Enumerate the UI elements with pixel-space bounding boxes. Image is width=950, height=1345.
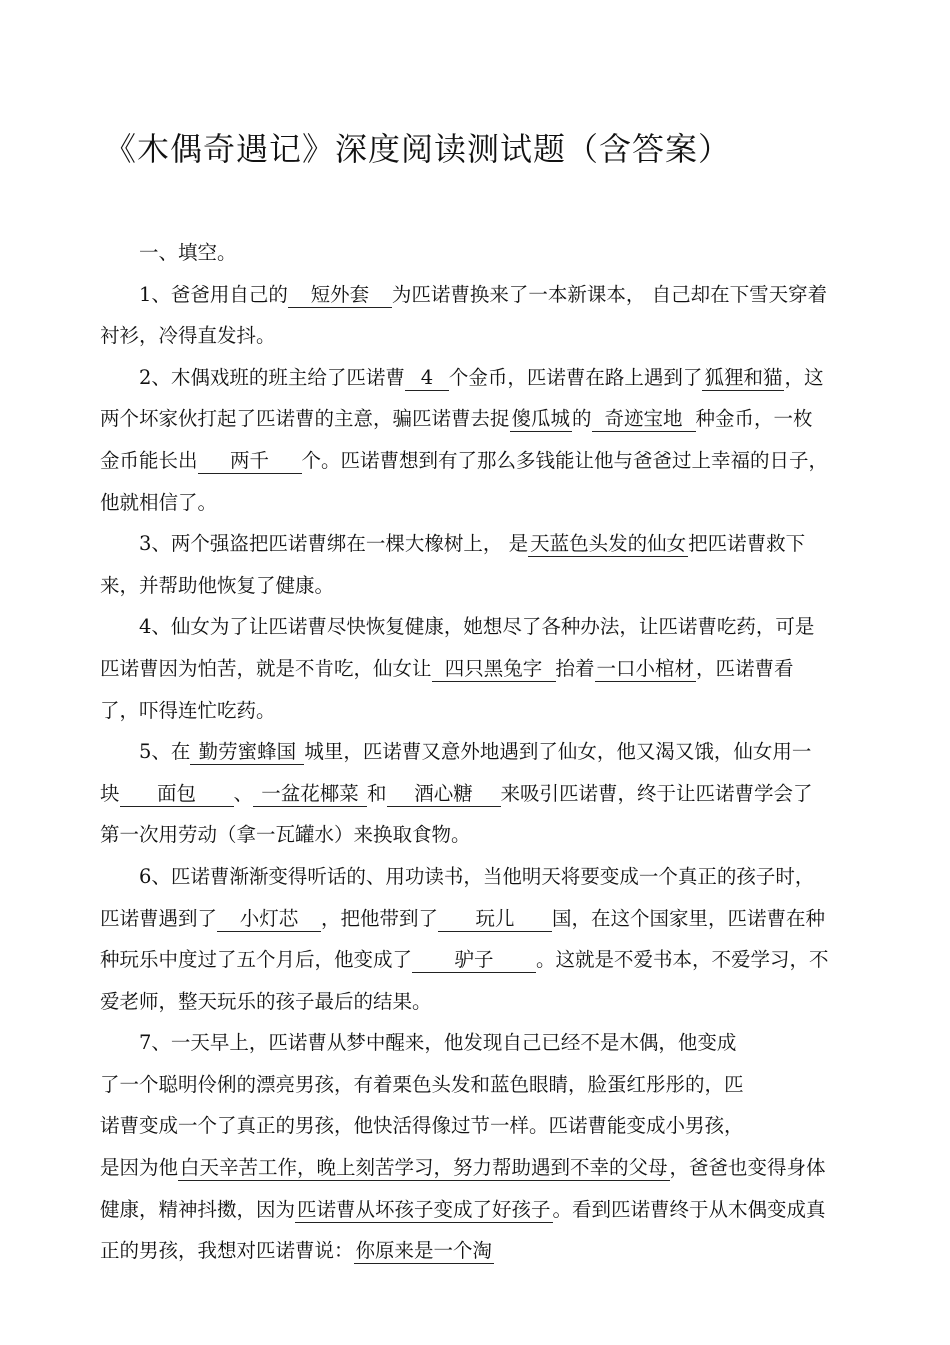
answer-blank: 两千 bbox=[198, 449, 302, 474]
section-heading: 一、填空。 bbox=[139, 241, 237, 264]
answer-blank: 狐狸和猫 bbox=[704, 365, 783, 389]
document-body bbox=[100, 232, 830, 1272]
answer-blank: 酒心糖 bbox=[387, 782, 501, 807]
answer-blank: 短外套 bbox=[288, 283, 392, 308]
question-4: 4、仙女为了让匹诺曹尽快恢复健康，她想尽了各种办法，让匹诺曹吃药，可是匹诺曹因为怕苦，就是不肯吃，仙女让 四只黑兔字 抬着 一口小棺材 ，匹诺曹看了，吓得连忙吃药。 bbox=[100, 615, 815, 722]
answer-blank: 4 bbox=[405, 366, 449, 391]
page-title: 《木偶奇遇记》深度阅读测试题（含答案） bbox=[104, 130, 732, 168]
question-1: 1、爸爸用自己的 短外套 为匹诺曹换来了一本新课本， 自己却在下雪天穿着衬衫，冷得直发抖。 bbox=[100, 282, 828, 348]
answer-blank: 玩儿 bbox=[438, 907, 552, 932]
answer-blank: 你原来是一个淘 bbox=[355, 1239, 493, 1263]
question-3: 3、两个强盗把匹诺曹绑在一棵大橡树上， 是 天蓝色头发的仙女 把匹诺曹救下来，并帮助他恢复了健康。 bbox=[100, 532, 806, 597]
answer-blank: 奇迹宝地 bbox=[592, 407, 696, 432]
answer-blank: 勤劳蜜蜂国 bbox=[190, 740, 304, 765]
question-7-line-1: 7、一天早上，匹诺曹从梦中醒来，他发现自己已经不是木偶，他变成 bbox=[139, 1031, 737, 1055]
answer-blank: 小灯芯 bbox=[217, 907, 321, 932]
answer-blank: 面包 bbox=[120, 782, 234, 807]
question-5: 5、在 勤劳蜜蜂国 城里，匹诺曹又意外地遇到了仙女，他又渴又饿，仙女用一块 面包 、 一盆花椰菜 和 酒心糖 来吸引匹诺曹，终于让匹诺曹学会了第一次用劳动（拿一瓦罐水）来换取食物。 bbox=[100, 740, 813, 847]
answer-blank: 白天辛苦工作，晚上刻苦学习，努力帮助遇到不幸的父母 bbox=[180, 1156, 668, 1180]
question-6: 6、匹诺曹渐渐变得听话的、用功读书，当他明天将要变成一个真正的孩子时，匹诺曹遇到了 小灯芯 ，把他带到了 玩儿 国，在这个国家里，匹诺曹在种种玩乐中度过了五个月后，他变成了 驴子 。这就是不爱书本，不爱学习，不爱老师，整天玩乐的孩子最后的结果。 bbox=[100, 864, 829, 1013]
answer-blank: 天蓝色头发的仙女 bbox=[530, 532, 687, 556]
question-2: 2、木偶戏班的班主给了匹诺曹 4 个金币，匹诺曹在路上遇到了 狐狸和猫 ，这两个坏家伙打起了匹诺曹的主意，骗匹诺曹去捉 傻瓜城 的 奇迹宝地 种金币，一枚金币能长出 两千 个。匹诺曹想到有了那么多钱能让他与爸爸过上幸福的日子，他就相信了。 bbox=[100, 365, 829, 514]
answer-blank: 一盆花椰菜 bbox=[253, 782, 367, 807]
answer-blank: 匹诺曹从坏孩子变成了好孩子 bbox=[297, 1197, 551, 1221]
question-7-line-3: 诺曹变成一个了真正的男孩，他快活得像过节一样。匹诺曹能变成小男孩， bbox=[100, 1114, 744, 1138]
question-7-rest: 是因为他 白天辛苦工作，晚上刻苦学习，努力帮助遇到不幸的父母 ，爸爸也变得身体健康，精神抖擞，因为 匹诺曹从坏孩子变成了好孩子 。看到匹诺曹终于从木偶变成真正的男孩，我想对匹诺曹说： 你原来是一个淘 bbox=[100, 1156, 826, 1263]
answer-blank: 四只黑兔字 bbox=[432, 657, 556, 682]
answer-blank: 一口小棺材 bbox=[596, 656, 695, 680]
answer-blank: 傻瓜城 bbox=[511, 407, 571, 431]
question-7-line-2: 了一个聪明伶俐的漂亮男孩，有着栗色头发和蓝色眼睛，脸蛋红彤彤的，匹 bbox=[100, 1072, 744, 1096]
answer-blank: 驴子 bbox=[412, 948, 536, 973]
